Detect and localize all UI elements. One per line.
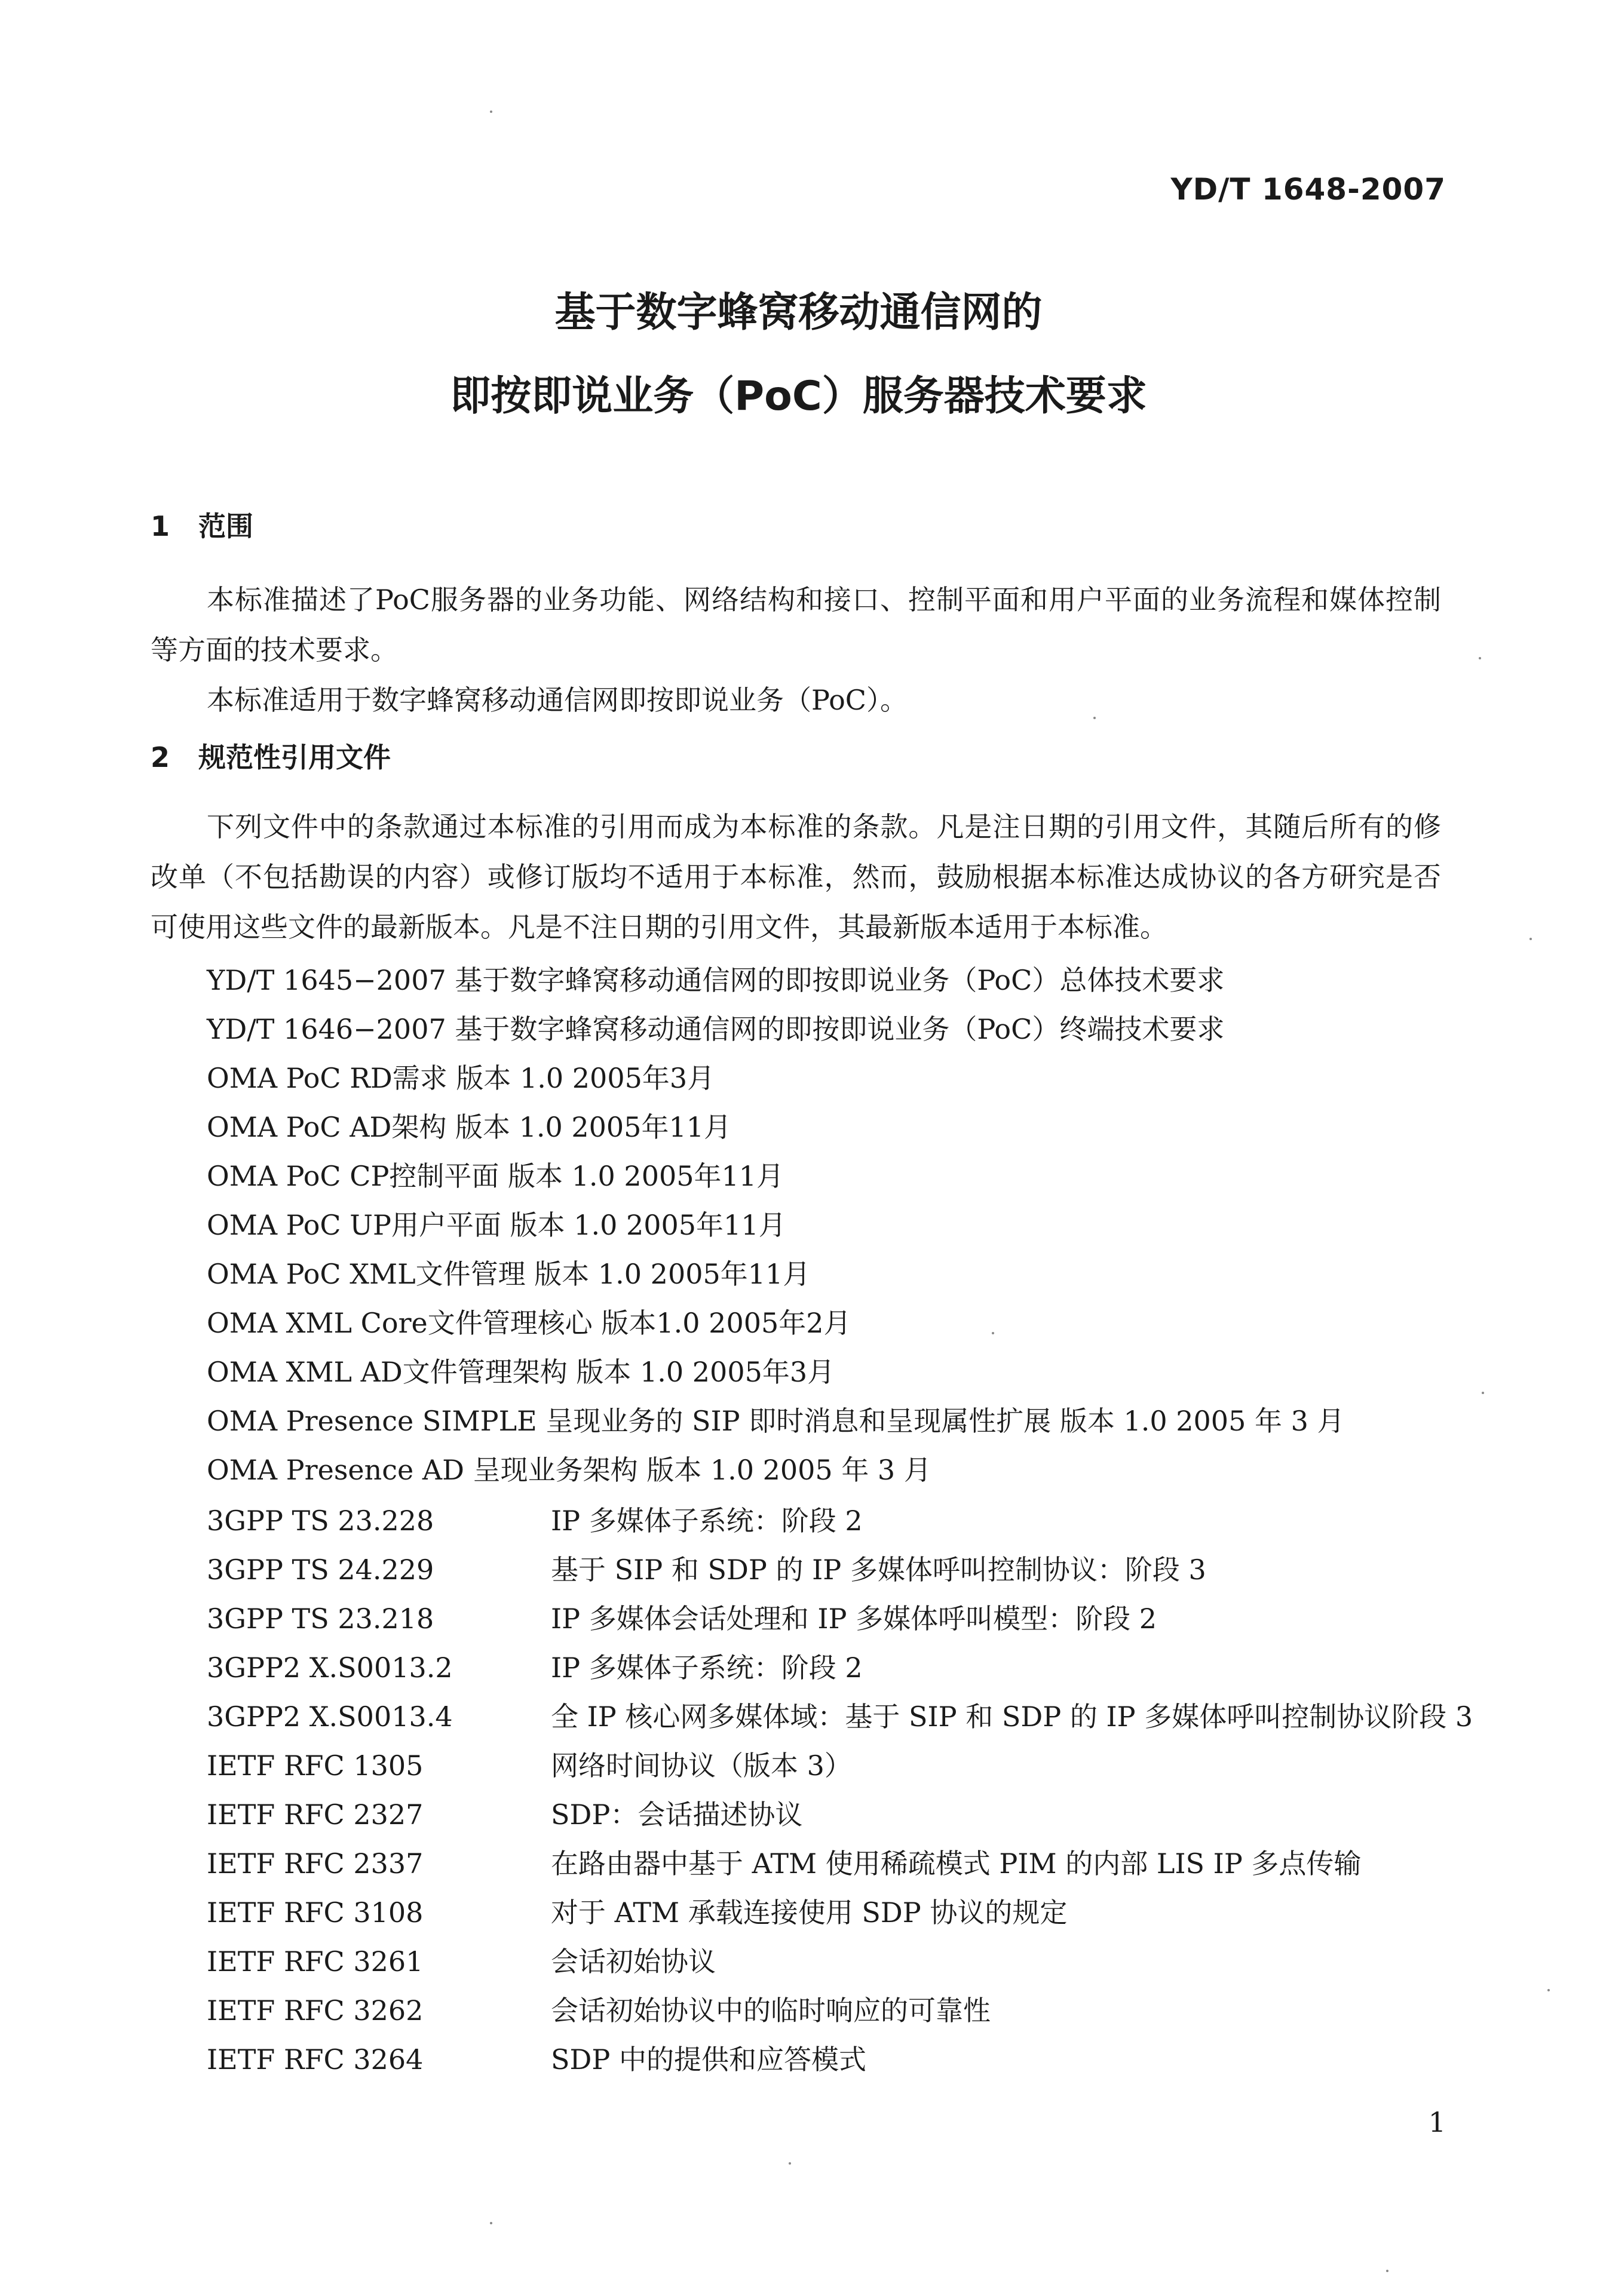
reference-item: OMA XML AD文件管理架构 版本 1.0 2005年3月 — [207, 1356, 835, 1388]
reference-item: OMA PoC CP控制平面 版本 1.0 2005年11月 — [207, 1160, 784, 1192]
reference-title: 会话初始协议中的临时响应的可靠性 — [551, 1994, 991, 2027]
reference-code: 3GPP2 X.S0013.4 — [207, 1700, 453, 1733]
reference-code: IETF RFC 3262 — [207, 1994, 424, 2027]
reference-code: 3GPP TS 23.228 — [207, 1505, 434, 1537]
speck — [1547, 1989, 1550, 1991]
reference-row — [207, 1986, 1455, 2035]
speck — [1093, 717, 1096, 719]
speck — [1386, 2270, 1388, 2272]
section-number: 2 — [151, 741, 170, 773]
section-title: 范围 — [198, 510, 253, 542]
reference-title: IP 多媒体会话处理和 IP 多媒体呼叫模型：阶段 2 — [551, 1603, 1157, 1635]
scope-paragraph-2: 本标准适用于数字蜂窝移动通信网即按即说业务（PoC）。 — [207, 684, 908, 716]
document-number: YD/T 1648-2007 — [1170, 172, 1446, 207]
reference-item: OMA PoC RD需求 版本 1.0 2005年3月 — [207, 1062, 715, 1094]
reference-row — [207, 1888, 1455, 1937]
scope-paragraph-1: 本标准描述了PoC服务器的业务功能、网络结构和接口、控制平面和用户平面的业务流程和媒体控制等方面的技术要求。 — [151, 584, 1441, 666]
reference-item: OMA PoC AD架构 版本 1.0 2005年11月 — [207, 1111, 731, 1143]
reference-table — [207, 1496, 1473, 2084]
section-heading-normative-references — [151, 741, 391, 773]
reference-code: IETF RFC 2327 — [207, 1798, 424, 1831]
reference-code: 3GPP TS 23.218 — [207, 1603, 434, 1635]
speck — [490, 2222, 492, 2224]
reference-title: 网络时间协议（版本 3） — [551, 1749, 852, 1782]
document-title-line-2: 即按即说业务（PoC）服务器技术要求 — [450, 373, 1147, 420]
speck — [789, 2162, 791, 2165]
reference-item: YD/T 1646−2007 基于数字蜂窝移动通信网的即按即说业务（PoC）终端技术要求 — [207, 1013, 1225, 1045]
speck — [490, 110, 492, 113]
reference-row — [207, 2035, 1455, 2084]
reference-item: OMA PoC UP用户平面 版本 1.0 2005年11月 — [207, 1209, 786, 1241]
section-number: 1 — [151, 510, 170, 542]
reference-title: 全 IP 核心网多媒体域：基于 SIP 和 SDP 的 IP 多媒体呼叫控制协议阶段 3 — [551, 1700, 1473, 1733]
reference-row — [207, 1496, 1455, 1545]
reference-item: OMA PoC XML文件管理 版本 1.0 2005年11月 — [207, 1258, 811, 1290]
document-title-line-1: 基于数字蜂窝移动通信网的 — [554, 289, 1043, 336]
reference-title: SDP 中的提供和应答模式 — [551, 2043, 866, 2076]
reference-row — [207, 1545, 1455, 1594]
reference-item: YD/T 1645−2007 基于数字蜂窝移动通信网的即按即说业务（PoC）总体技术要求 — [207, 964, 1225, 996]
reference-code: IETF RFC 3264 — [207, 2043, 424, 2076]
reference-title: IP 多媒体子系统：阶段 2 — [551, 1505, 863, 1537]
reference-title: SDP：会话描述协议 — [551, 1798, 803, 1831]
speck — [992, 1332, 994, 1334]
reference-row — [207, 1643, 1455, 1692]
reference-item: OMA XML Core文件管理核心 版本1.0 2005年2月 — [207, 1307, 851, 1339]
reference-title: IP 多媒体子系统：阶段 2 — [551, 1652, 863, 1684]
reference-row — [207, 1790, 1455, 1839]
speck — [1482, 1392, 1484, 1394]
speck — [1529, 938, 1532, 940]
section-title: 规范性引用文件 — [198, 741, 391, 773]
reference-row — [207, 1692, 1473, 1741]
reference-code: IETF RFC 3261 — [207, 1945, 424, 1978]
reference-row — [207, 1839, 1455, 1888]
reference-title: 在路由器中基于 ATM 使用稀疏模式 PIM 的内部 LIS IP 多点传输 — [551, 1847, 1362, 1880]
reference-item: OMA Presence AD 呈现业务架构 版本 1.0 2005 年 3 月 — [207, 1454, 931, 1486]
reference-code: 3GPP2 X.S0013.2 — [207, 1652, 453, 1684]
reference-code: IETF RFC 2337 — [207, 1847, 424, 1880]
reference-code: IETF RFC 3108 — [207, 1896, 424, 1929]
reference-row — [207, 1937, 1455, 1986]
reference-row — [207, 1741, 1455, 1790]
page-number: 1 — [1428, 2106, 1446, 2138]
section-heading-scope — [151, 512, 253, 540]
speck — [1479, 657, 1481, 659]
reference-title: 对于 ATM 承载连接使用 SDP 协议的规定 — [551, 1896, 1068, 1929]
reference-code: IETF RFC 1305 — [207, 1749, 424, 1782]
reference-row — [207, 1594, 1455, 1643]
reference-code: 3GPP TS 24.229 — [207, 1554, 434, 1586]
references-intro-paragraph: 下列文件中的条款通过本标准的引用而成为本标准的条款。凡是注日期的引用文件，其随后所有的修改单（不包括勘误的内容）或修订版均不适用于本标准，然而，鼓励根据本标准达成协议的各方研究是否可使用这些文件的最新版本。凡是不注日期的引用文件，其最新版本适用于本标准。 — [151, 811, 1441, 943]
reference-title: 会话初始协议 — [551, 1945, 716, 1978]
reference-item: OMA Presence SIMPLE 呈现业务的 SIP 即时消息和呈现属性扩展 版本 1.0 2005 年 3 月 — [207, 1405, 1345, 1437]
reference-title: 基于 SIP 和 SDP 的 IP 多媒体呼叫控制协议：阶段 3 — [551, 1554, 1206, 1586]
